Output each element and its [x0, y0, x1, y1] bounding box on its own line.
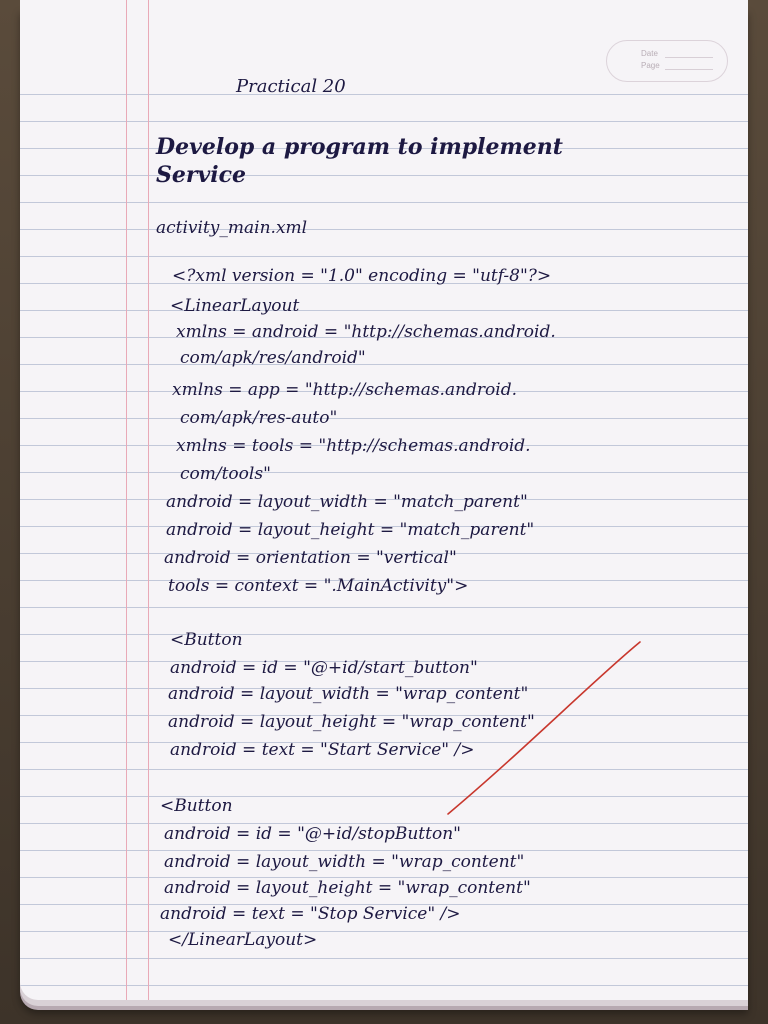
code-line: android = layout_height = "match_parent" — [166, 520, 535, 540]
ruled-line — [20, 121, 748, 122]
code-line: android = layout_width = "match_parent" — [166, 492, 528, 512]
code-line: android = text = "Start Service" /> — [170, 740, 475, 760]
code-line: tools = context = ".MainActivity"> — [168, 576, 469, 596]
ruled-line — [20, 958, 748, 959]
date-label: Date — [641, 49, 658, 58]
notebook-page — [20, 0, 748, 1000]
code-line: <LinearLayout — [170, 296, 300, 316]
ruled-line — [20, 202, 748, 203]
ruled-line — [20, 607, 748, 608]
code-line: android = id = "@+id/stopButton" — [164, 824, 461, 844]
code-line: <Button — [170, 630, 243, 650]
code-line: xmlns = android = "http://schemas.android. — [176, 322, 556, 342]
code-line: com/apk/res-auto" — [180, 408, 338, 428]
page-label: Page — [641, 61, 660, 70]
margin-line — [148, 0, 149, 1000]
ruled-line — [20, 256, 748, 257]
code-line: <Button — [160, 796, 233, 816]
code-line: xmlns = tools = "http://schemas.android. — [176, 436, 531, 456]
ruled-line — [20, 850, 748, 851]
code-line: </LinearLayout> — [168, 930, 318, 950]
page-title: Practical 20 — [236, 76, 346, 97]
code-line: com/apk/res/android" — [180, 348, 366, 368]
code-line: android = text = "Stop Service" /> — [160, 904, 461, 924]
ruled-line — [20, 364, 748, 365]
code-line: <?xml version = "1.0" encoding = "utf-8"?> — [172, 266, 552, 286]
ruled-line — [20, 418, 748, 419]
ruled-line — [20, 931, 748, 932]
ruled-line — [20, 175, 748, 176]
review-strike-mark — [444, 640, 644, 816]
aim-heading-continued: Service — [156, 162, 247, 188]
ruled-line — [20, 94, 748, 95]
code-line: com/tools" — [180, 464, 271, 484]
date-page-stamp — [606, 40, 728, 82]
code-line: android = orientation = "vertical" — [164, 548, 457, 568]
ruled-line — [20, 985, 748, 986]
date-line — [665, 57, 713, 58]
code-line: android = id = "@+id/start_button" — [170, 658, 478, 678]
ruled-line — [20, 472, 748, 473]
file-heading: activity_main.xml — [156, 218, 308, 238]
ruled-line — [20, 634, 748, 635]
aim-heading: Develop a program to implement — [156, 134, 563, 160]
ruled-line — [20, 229, 748, 230]
code-line: android = layout_height = "wrap_content" — [168, 712, 535, 732]
ruled-line — [20, 310, 748, 311]
code-line: android = layout_width = "wrap_content" — [164, 852, 525, 872]
code-line: android = layout_width = "wrap_content" — [168, 684, 529, 704]
page-line — [665, 69, 713, 70]
margin-line — [126, 0, 127, 1000]
code-line: xmlns = app = "http://schemas.android. — [172, 380, 518, 400]
code-line: android = layout_height = "wrap_content" — [164, 878, 531, 898]
